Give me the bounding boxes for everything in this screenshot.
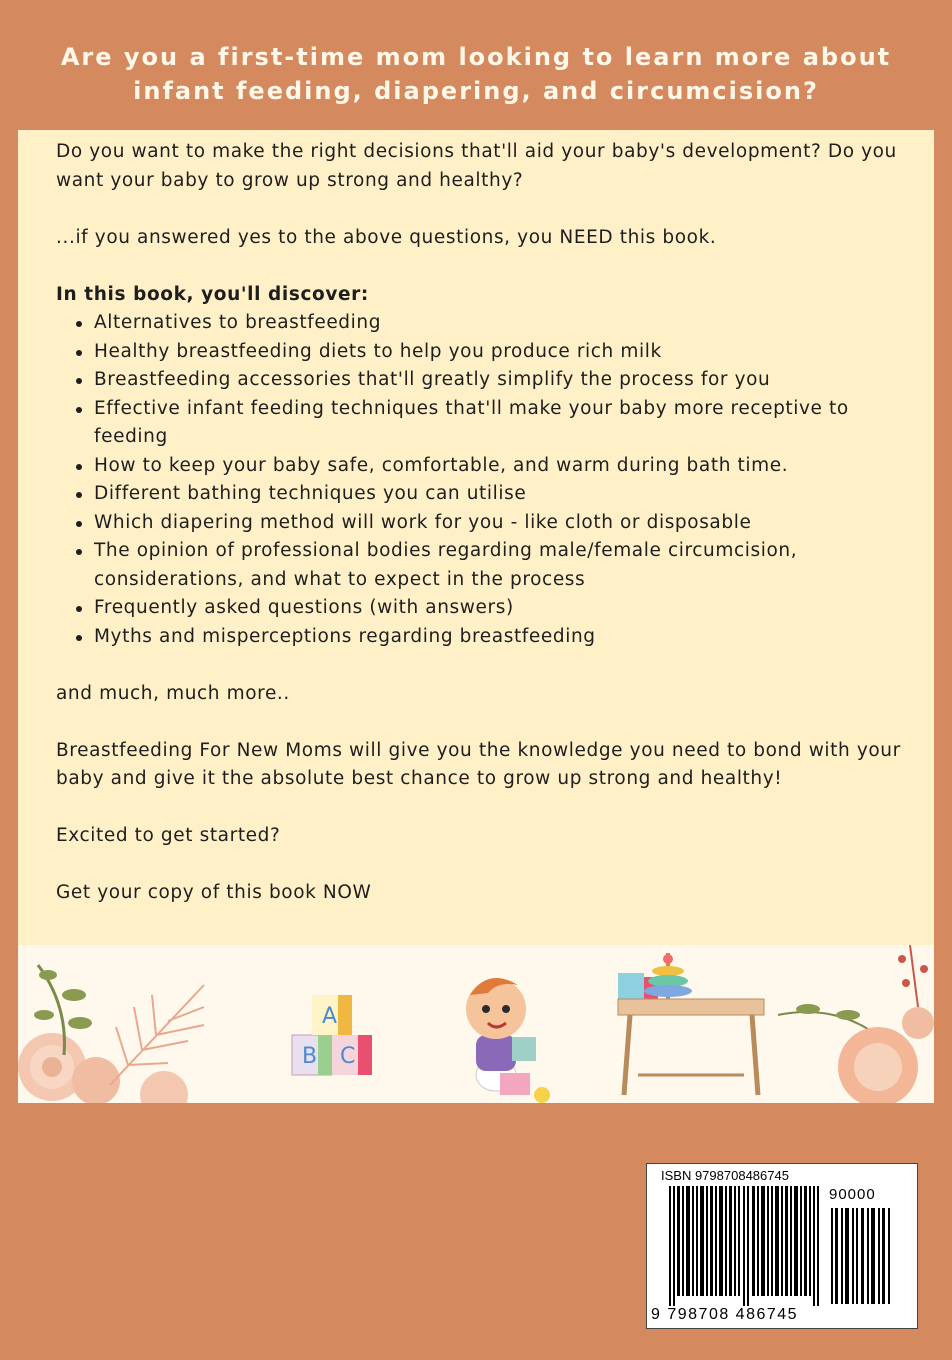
block-letter-b: B <box>302 1044 318 1069</box>
excited-line: Excited to get started? <box>56 825 281 846</box>
cta-line: Get your copy of this book NOW <box>56 882 372 903</box>
list-item: Myths and misperceptions regarding breastfeeding <box>94 623 906 652</box>
barcode-bars <box>669 1186 829 1306</box>
discover-list <box>56 309 906 651</box>
intro-paragraph: Do you want to make the right decisions that'll aid your baby's development? Do you want your baby to grow up strong and healthy? <box>56 141 897 191</box>
need-line: ...if you answered yes to the above questions, you NEED this book. <box>56 226 717 248</box>
more-line: and much, much more.. <box>56 682 290 704</box>
addon-bars <box>831 1208 891 1304</box>
header-banner <box>18 18 934 130</box>
body-text <box>56 138 906 908</box>
block-letter-c: C <box>340 1044 356 1069</box>
discover-heading: In this book, you'll discover: <box>56 283 369 305</box>
list-item: How to keep your baby safe, comfortable, and warm during bath time. <box>94 452 906 481</box>
isbn-digits: 9 798708 486745 <box>651 1306 799 1323</box>
price-code: 90000 <box>829 1186 876 1203</box>
list-item: Breastfeeding accessories that'll greatly simplify the process for you <box>94 366 906 395</box>
list-item: The opinion of professional bodies regarding male/female circumcision, considerations, and what to expect in the process <box>94 537 906 594</box>
content-panel <box>18 130 934 1103</box>
headline: Are you a first-time mom looking to learn more about infant feeding, diapering, and circumcision? <box>60 43 892 105</box>
list-item: Healthy breastfeeding diets to help you produce rich milk <box>94 338 906 367</box>
pitch-paragraph: Breastfeeding For New Moms will give you the knowledge you need to bond with your baby and give it the absolute best chance to grow up strong and healthy! <box>56 739 901 789</box>
list-item: Which diapering method will work for you - like cloth or disposable <box>94 509 906 538</box>
list-item: Different bathing techniques you can utilise <box>94 480 906 509</box>
isbn-label: ISBN 9798708486745 <box>661 1168 789 1183</box>
block-letter-a: A <box>322 1004 338 1029</box>
list-item: Frequently asked questions (with answers) <box>94 594 906 623</box>
baby-illustration-strip <box>18 945 934 1103</box>
barcode <box>646 1163 918 1329</box>
list-item: Effective infant feeding techniques that'll make your baby more receptive to feeding <box>94 395 906 452</box>
list-item: Alternatives to breastfeeding <box>94 309 906 338</box>
